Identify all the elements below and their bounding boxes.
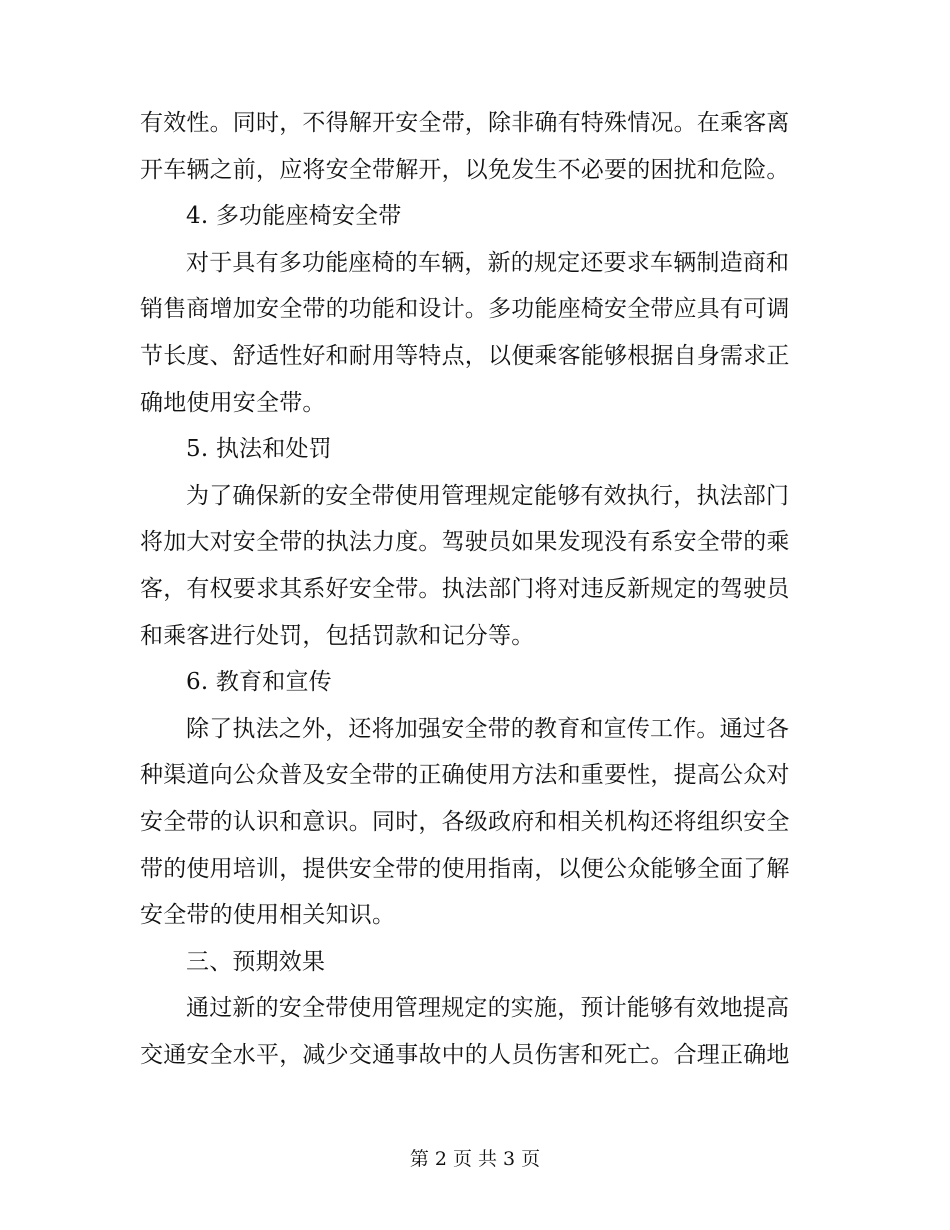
text-line: 开车辆之前，应将安全带解开，以免发生不必要的困扰和危险。 bbox=[140, 156, 790, 183]
text-line: 客，有权要求其系好安全带。执法部门将对违反新规定的驾驶员 bbox=[140, 575, 790, 602]
section-heading: 6. 教育和宣传 bbox=[186, 669, 332, 696]
text-line: 安全带的使用相关知识。 bbox=[140, 902, 396, 929]
document-body bbox=[140, 100, 800, 1078]
section-heading: 5. 执法和处罚 bbox=[186, 436, 332, 463]
text-line: 通过新的安全带使用管理规定的实施，预计能够有效地提高 bbox=[186, 995, 790, 1022]
text-line: 节长度、舒适性好和耐用等特点，以便乘客能够根据自身需求正 bbox=[140, 342, 790, 369]
text-line: 确地使用安全带。 bbox=[140, 389, 326, 416]
section-heading: 三、预期效果 bbox=[186, 948, 326, 975]
text-line: 带的使用培训，提供安全带的使用指南，以便公众能够全面了解 bbox=[140, 855, 790, 882]
text-line: 种渠道向公众普及安全带的正确使用方法和重要性，提高公众对 bbox=[140, 762, 790, 789]
text-line: 将加大对安全带的执法力度。驾驶员如果发现没有系安全带的乘 bbox=[140, 529, 790, 556]
text-line: 和乘客进行处罚，包括罚款和记分等。 bbox=[140, 622, 535, 649]
text-line: 安全带的认识和意识。同时，各级政府和相关机构还将组织安全 bbox=[140, 808, 790, 835]
text-line: 除了执法之外，还将加强安全带的教育和宣传工作。通过各 bbox=[186, 715, 790, 742]
text-line: 销售商增加安全带的功能和设计。多功能座椅安全带应具有可调 bbox=[140, 296, 790, 323]
text-line: 对于具有多功能座椅的车辆，新的规定还要求车辆制造商和 bbox=[186, 249, 790, 276]
text-line: 交通安全水平，减少交通事故中的人员伤害和死亡。合理正确地 bbox=[140, 1041, 790, 1068]
section-heading: 4. 多功能座椅安全带 bbox=[186, 203, 402, 230]
text-line: 为了确保新的安全带使用管理规定能够有效执行，执法部门 bbox=[186, 482, 790, 509]
page-footer: 第 2 页 共 3 页 bbox=[409, 1148, 541, 1170]
text-line: 有效性。同时，不得解开安全带，除非确有特殊情况。在乘客离 bbox=[140, 110, 790, 136]
